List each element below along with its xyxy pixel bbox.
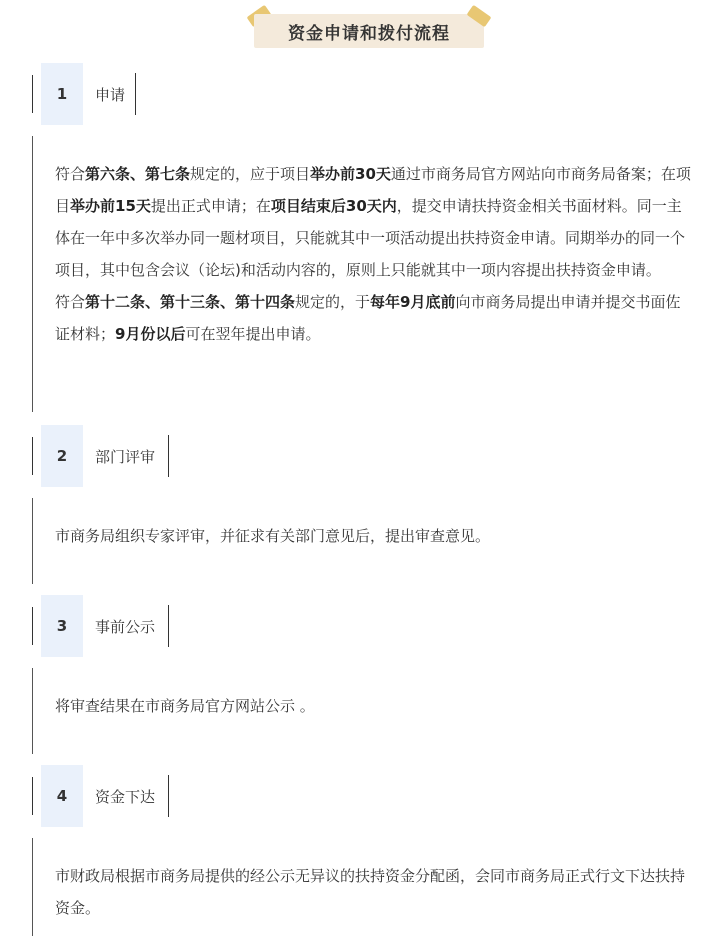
step-number: 2 — [41, 425, 83, 487]
step-label: 资金下达 — [95, 787, 156, 806]
step-number: 4 — [41, 765, 83, 827]
step-number: 3 — [41, 595, 83, 657]
title-banner — [254, 14, 484, 48]
step-label: 部门评审 — [95, 447, 156, 466]
emphasis-text: 项目结束后30天内 — [270, 197, 397, 215]
step-content — [32, 838, 693, 936]
body-text: 可在翌年提出申请。 — [185, 325, 321, 343]
step-left-bar — [32, 437, 33, 475]
step-header — [32, 425, 182, 487]
page-title: 资金申请和拨付流程 — [254, 14, 484, 48]
emphasis-text: 9月份以后 — [115, 325, 186, 343]
step-header — [32, 765, 182, 827]
step-header — [32, 63, 152, 125]
step-right-bar — [168, 435, 169, 477]
body-text: 提出正式申请；在 — [150, 197, 271, 215]
step-right-bar — [135, 73, 136, 115]
step-left-bar — [32, 607, 33, 645]
body-text: 规定的，于 — [295, 293, 371, 311]
emphasis-text: 第六条、第七条 — [85, 165, 191, 183]
step-paragraph — [33, 158, 693, 286]
step-content — [32, 668, 693, 754]
step-right-bar — [168, 605, 169, 647]
step-left-bar — [32, 75, 33, 113]
step-paragraph — [33, 286, 693, 350]
step-left-bar — [32, 777, 33, 815]
step-content — [32, 498, 693, 584]
body-text: 市商务局组织专家评审，并征求有关部门意见后，提出审查意见。 — [55, 527, 491, 545]
body-text: 通过市商务局官方网站向市商务局备案；在项目 — [55, 165, 691, 215]
emphasis-text: 举办前15天 — [70, 197, 151, 215]
body-text: 符合 — [55, 165, 86, 183]
step-header — [32, 595, 182, 657]
body-text: 向市商务局提出申请并提交书面佐证材料； — [55, 293, 681, 343]
body-text: ，提交申请扶持资金相关书面材料。同一主体在一年中多次举办同一题材项目，只能就其中一项活动提出扶持资金申请。同期举办的同一个项目，其中包含会议（论坛)和活动内容的，原则上只能就其中一项内容提出扶持资金申请。 — [55, 197, 686, 279]
body-text: 市财政局根据市商务局提供的经公示无异议的扶持资金分配函，会同市商务局正式行文下达扶持资金。 — [55, 867, 686, 917]
body-text: 规定的，应于项目 — [190, 165, 311, 183]
body-text: 将审查结果在市商务局官方网站公示 。 — [55, 697, 315, 715]
emphasis-text: 举办前30天 — [310, 165, 391, 183]
emphasis-text: 第十二条、第十三条、第十四条 — [85, 293, 296, 311]
step-paragraph — [33, 520, 693, 552]
step-label: 事前公示 — [95, 617, 156, 636]
step-number: 1 — [41, 63, 83, 125]
step-label: 申请 — [95, 85, 126, 104]
step-paragraph — [33, 860, 693, 924]
body-text: 符合 — [55, 293, 86, 311]
step-right-bar — [168, 775, 169, 817]
emphasis-text: 每年9月底前 — [370, 293, 456, 311]
step-content — [32, 136, 693, 412]
step-paragraph — [33, 690, 693, 722]
